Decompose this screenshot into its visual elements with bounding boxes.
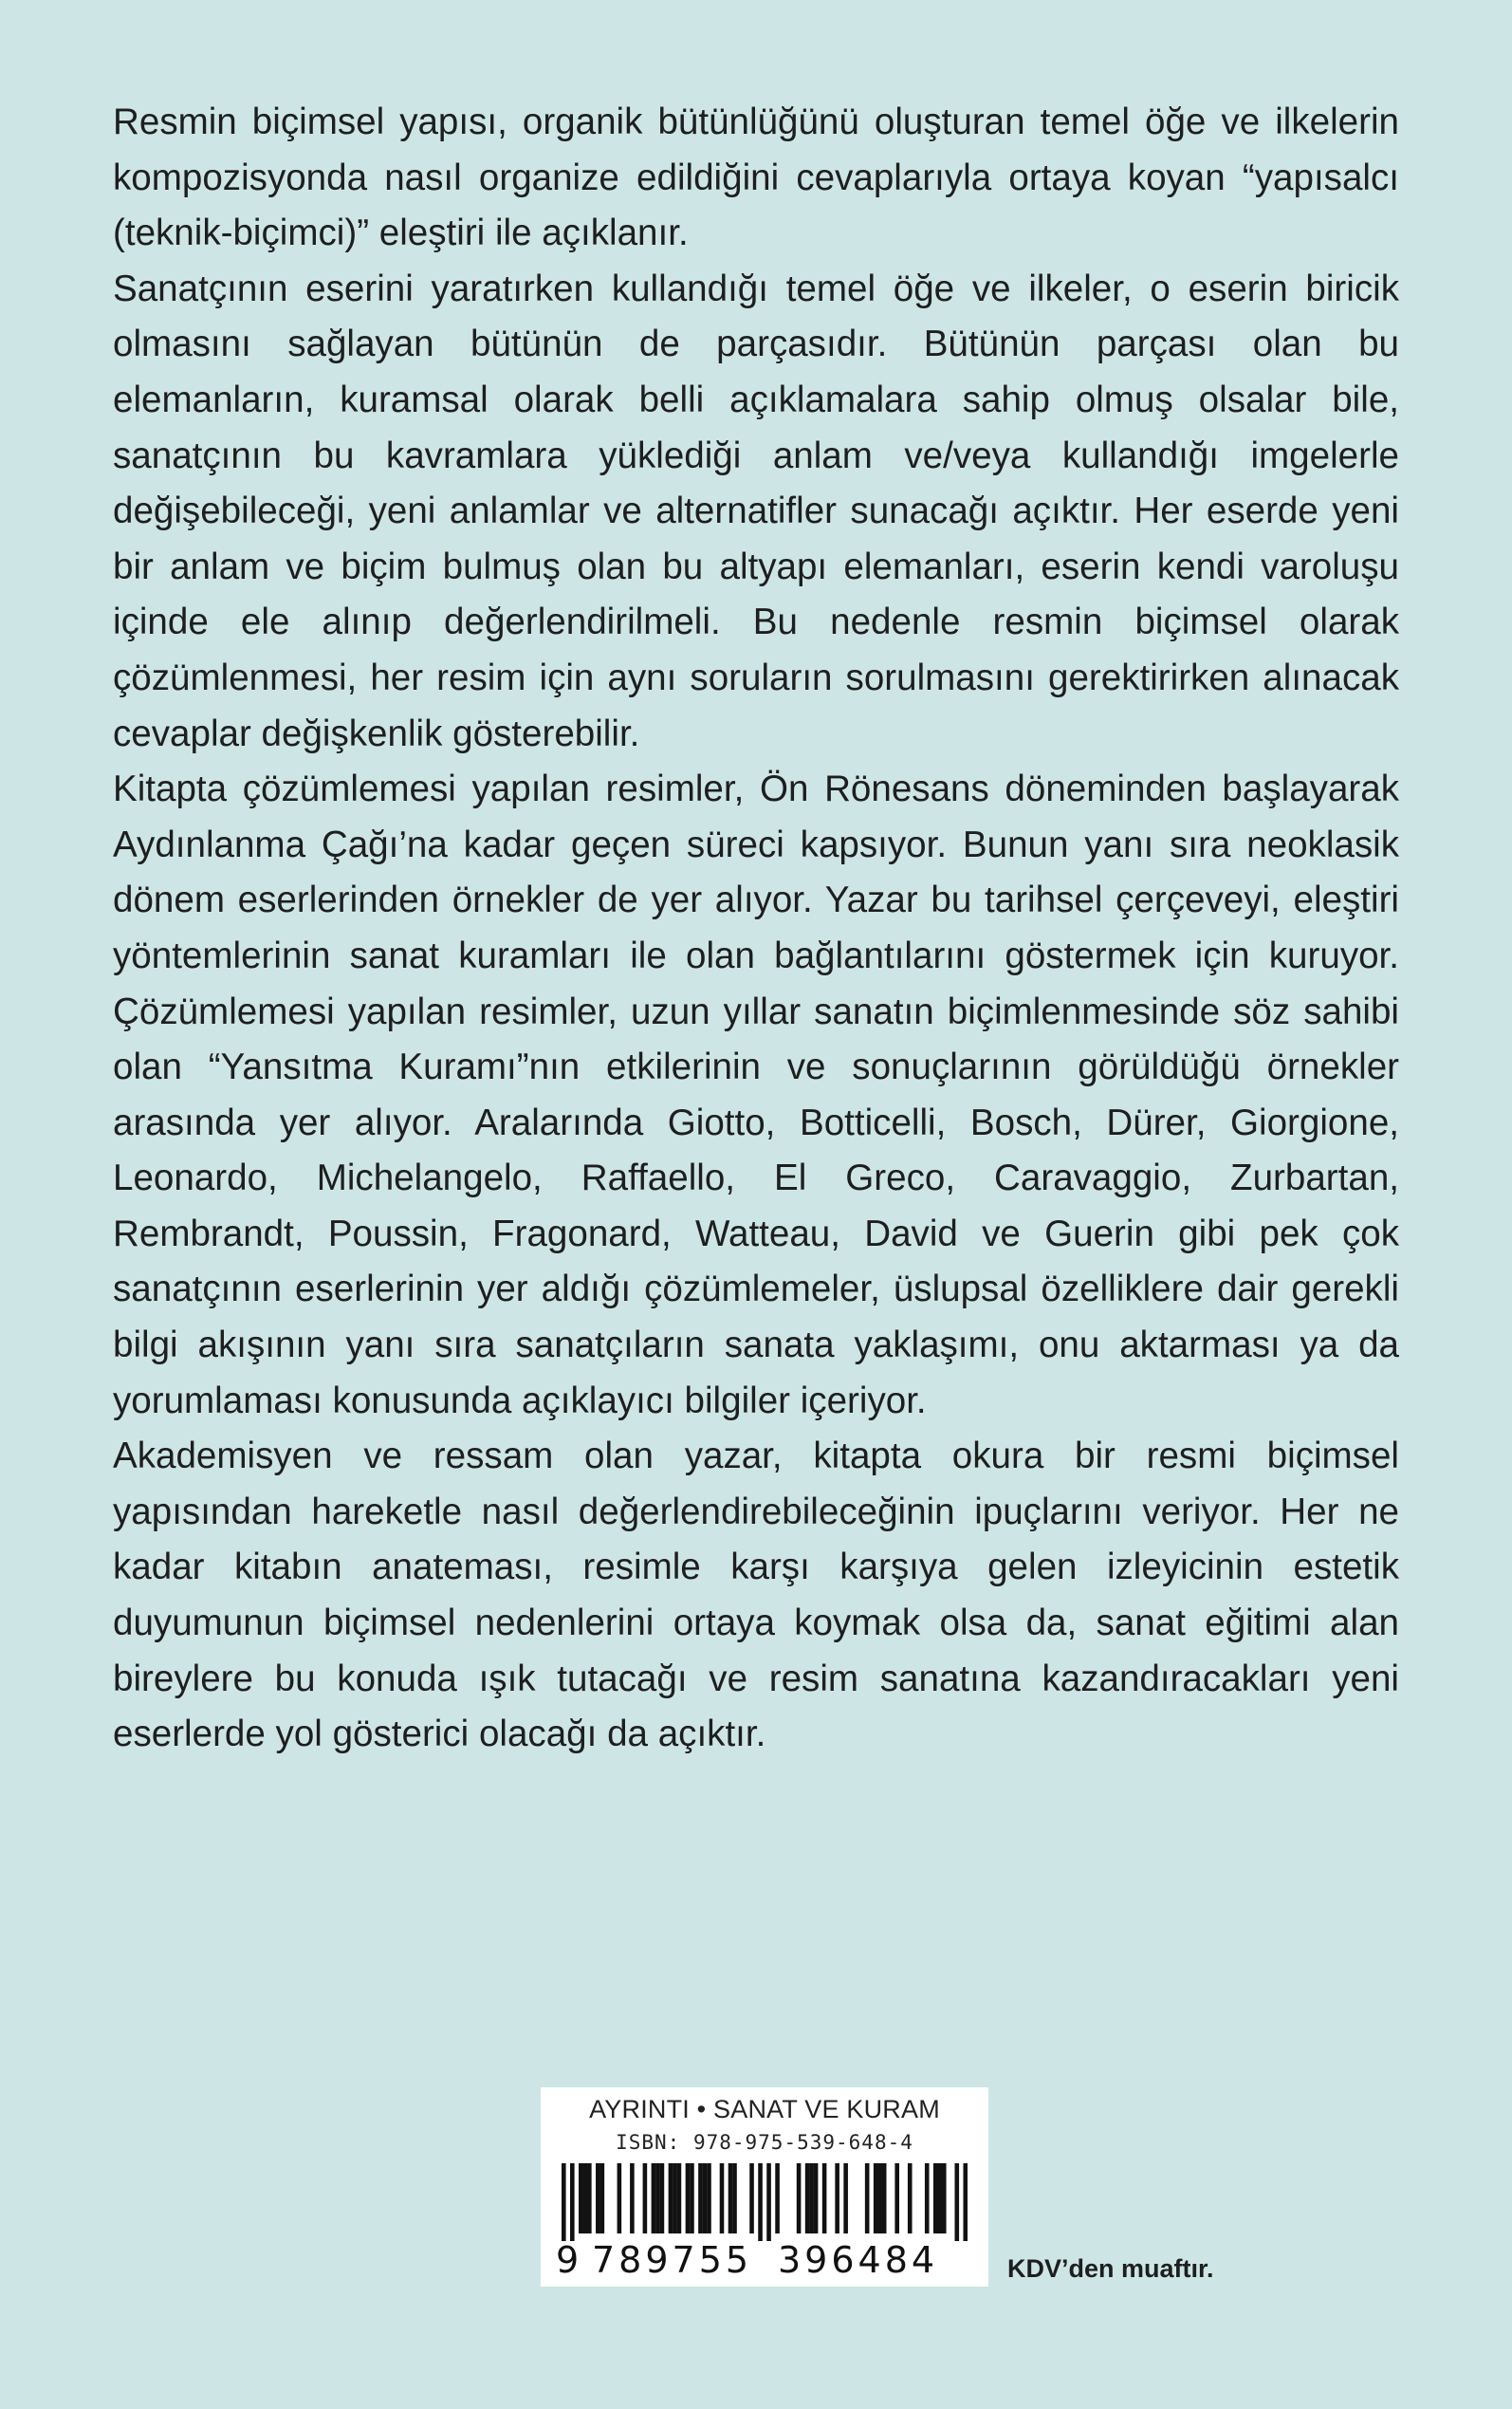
series-label: AYRINTI • SANAT VE KURAM xyxy=(589,2095,940,2123)
barcode-bar xyxy=(942,2163,947,2233)
blurb-paragraph-2: Sanatçının eserini yaratırken kullandığı temel öğe ve ilkeler, o eserin biricik olmasını sağlayan bütünün de parçasıdır. Bütünün parçası olan bu elemanların, kuramsal olarak belli açıklamalara sahip olmuş olsalar bile, sanatçının bu kavramlara yüklediği anlam ve/veya kullandığı imgelerle değişebileceği, yeni anlamlar ve alternatifler sunacağı açıktır. Her eserde yeni bir anlam ve biçim bulmuş olan bu altyapı elemanları, eserin kendi varoluşu içinde ele alınıp değerlendirilmeli. Bu nedenle resmin biçimsel olarak çözümlenmesi, her resim için aynı soruların sorulmasını gerektirirken alınacak cevaplar değişkenlik gösterebilir. xyxy=(113,268,1399,754)
blurb-paragraph-3: Kitapta çözümlemesi yapılan resimler, Ön Rönesans döneminden başlayarak Aydınlanma Çağı’na kadar geçen süreci kapsıyor. Bunun yanı sıra neoklasik dönem eserlerinden örnekler de yer alıyor. Yazar bu tarihsel çerçeveyi, eleştiri yöntemlerinin sanat kuramları ile olan bağlantılarını göstermek için kuruyor. Çözümlemesi yapılan resimler, uzun yıllar sanatın biçimlenmesinde söz sahibi olan “Yansıtma Kuramı”nın etkilerinin ve sonuçlarının görüldüğü örnekler arasında yer alıyor. Aralarında Giotto, Botticelli, Bosch, Dürer, Giorgione, Leonardo, Michelangelo, Raffaello, El Greco, Caravaggio, Zurbartan, Rembrandt, Poussin, Fragonard, Watteau, David ve Guerin gibi pek çok sanatçının eserlerinin yer aldığı çözümlemeler, üslupsal özelliklere dair gerekli bilgi akışının yanı sıra sanatçıların sanata yaklaşımı, onu aktarması ya da yorumlaması konusunda açıklayıcı bilgiler içeriyor. xyxy=(113,769,1399,1421)
barcode-bar xyxy=(822,2163,827,2233)
barcode-bar xyxy=(643,2163,648,2233)
barcode-bar xyxy=(758,2163,763,2241)
isbn-label: ISBN: 978-975-539-648-4 xyxy=(616,2131,913,2154)
barcode-bar xyxy=(698,2163,703,2233)
barcode-bar xyxy=(618,2163,622,2233)
barcode-bar xyxy=(797,2163,802,2233)
barcode-bar xyxy=(766,2163,771,2241)
barcode-bar xyxy=(579,2163,583,2233)
barcode-bar xyxy=(954,2163,959,2241)
barcode-bar xyxy=(677,2163,682,2233)
barcode-bar xyxy=(843,2163,848,2233)
barcode-bar xyxy=(865,2163,870,2233)
barcode-bar xyxy=(583,2163,588,2233)
barcode-left-digits: 789755 xyxy=(592,2239,753,2281)
barcode-bar xyxy=(570,2163,575,2241)
barcode-right-digits: 396484 xyxy=(778,2239,939,2281)
barcode-bar xyxy=(814,2163,819,2233)
barcode-bar xyxy=(963,2163,968,2241)
barcode-bar xyxy=(749,2163,754,2233)
barcode-bar xyxy=(809,2163,814,2233)
barcode-bars xyxy=(562,2163,968,2241)
barcode-bar xyxy=(690,2163,694,2233)
barcode-bar xyxy=(877,2163,882,2233)
barcode-first-digit: 9 xyxy=(556,2239,580,2281)
barcode-bar xyxy=(933,2163,938,2233)
barcode-bar xyxy=(894,2163,899,2233)
barcode-bar xyxy=(686,2163,691,2233)
barcode-bar xyxy=(673,2163,677,2233)
barcode-bar xyxy=(835,2163,839,2233)
barcode-bar xyxy=(630,2163,635,2233)
barcode-bar xyxy=(925,2163,930,2233)
barcode-bar xyxy=(728,2163,733,2233)
barcode-bar xyxy=(660,2163,665,2233)
barcode-bar xyxy=(882,2163,887,2233)
barcode-bar xyxy=(587,2163,592,2233)
blurb-paragraph-1: Resmin biçimsel yapısı, organik bütünlüğünü oluşturan temel öğe ve ilkelerin kompozisyonda nasıl organize edildiğini cevaplarıyla ortaya koyan “yapısalcı (teknik-biçimci)” eleştiri ile açıklanır. xyxy=(113,102,1399,254)
barcode-panel xyxy=(541,2087,988,2287)
barcode-bar xyxy=(669,2163,673,2233)
tax-exempt-note: KDV’den muaftır. xyxy=(1007,2254,1214,2283)
barcode-bar xyxy=(655,2163,660,2233)
back-cover-blurb xyxy=(113,95,1399,1763)
barcode-bar xyxy=(775,2163,780,2233)
barcode-bar xyxy=(562,2163,566,2241)
barcode-bar xyxy=(652,2163,656,2233)
barcode-bar xyxy=(732,2163,737,2233)
barcode-bar xyxy=(874,2163,878,2233)
barcode-bar xyxy=(720,2163,725,2233)
barcode-bar xyxy=(937,2163,942,2233)
barcode-bar xyxy=(707,2163,711,2233)
barcode-bar xyxy=(600,2163,605,2233)
blurb-paragraph-4: Akademisyen ve ressam olan yazar, kitapta okura bir resmi biçimsel yapısından hareketle nasıl değerlendirebileceğinin ipuçlarını veriyor. Her ne kadar kitabın anateması, resimle karşı karşıya gelen izleyicinin estetik duyumunun biçimsel nedenlerini ortaya koymak olsa da, sanat eğitimi alan bireylere bu konuda ışık tutacağı ve resim sanatına kazandıracakları yeni eserlerde yol gösterici olacağı da açıktır. xyxy=(113,1436,1399,1755)
barcode-bar xyxy=(805,2163,810,2233)
barcode-bar xyxy=(596,2163,600,2233)
barcode-bar xyxy=(703,2163,708,2233)
barcode-bar xyxy=(908,2163,913,2233)
